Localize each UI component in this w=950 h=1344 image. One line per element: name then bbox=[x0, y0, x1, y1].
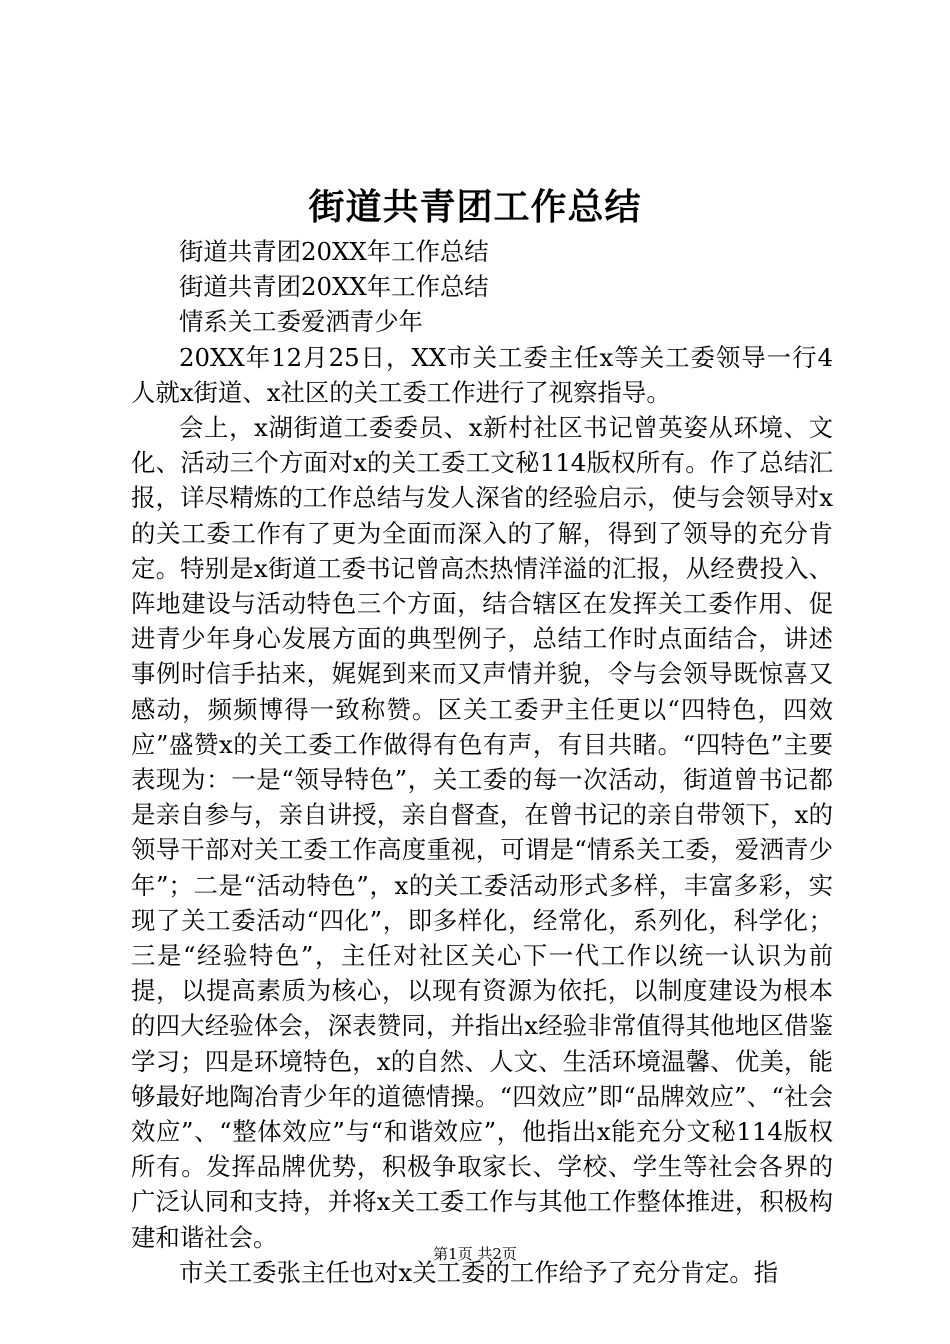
document-title: 街道共青团工作总结 bbox=[308, 187, 642, 228]
page-number-footer: 第1页 共2页 bbox=[433, 1245, 517, 1263]
body-paragraph: 市关工委张主任也对x关工委的工作给予了充分肯定。指 bbox=[179, 1257, 779, 1287]
body-paragraph: 20XX年12月25日，XX市关工委主任x等关工委领导一行4人就x街道、x社区的关工委工作进行了视察指导。 bbox=[131, 342, 833, 407]
section-heading: 情系关工委爱洒青少年 bbox=[179, 307, 423, 337]
subtitle-line: 街道共青团20XX年工作总结 bbox=[179, 237, 489, 266]
subtitle-line: 街道共青团20XX年工作总结 bbox=[179, 272, 489, 302]
document-body bbox=[131, 234, 833, 1290]
body-paragraph: 会上，x湖街道工委委员、x新村社区书记曾英姿从环境、文化、活动三个方面对x的关工委工文秘114版权所有。作了总结汇报，详尽精炼的工作总结与发人深省的经验启示，使与会领导对x的关工委工作有了更为全面而深入的了解，得到了领导的充分肯定。特别是x街道工委书记曾高杰热情洋溢的汇报，从经费投入、阵地建设与活动特色三个方面，结合辖区在发挥关工委作用、促进青少年身心发展方面的典型例子，总结工作时点面结合，讲述事例时信手拈来，娓娓到来而又声情并貌，令与会领导既惊喜又感动，频频博得一致称赞。区关工委尹主任更以“四特色，四效应”盛赞x的关工委工作做得有色有声，有目共睹。“四特色”主要表现为：一是“领导特色”，关工委的每一次活动，街道曾书记都是亲自参与，亲自讲授，亲自督查，在曾书记的亲自带领下，x的领导干部对关工委工作高度重视，可谓是“情系关工委，爱洒青少年”；二是“活动特色”，x的关工委活动形式多样，丰富多彩，实现了关工委活动“四化”，即多样化，经常化，系列化，科学化；三是“经验特色”，主任对社区关心下一代工作以统一认识为前提，以提高素质为核心，以现有资源为依托，以制度建设为根本的四大经验体会，深表赞同，并指出x经验非常值得其他地区借鉴学习；四是环境特色，x的自然、人文、生活环境温馨、优美，能够最好地陶冶青少年的道德情操。“四效应”即“品牌效应”、“社会效应”、“整体效应”与“和谐效应”，他指出x能充分文秘114版权所有。发挥品牌优势，积极争取家长、学校、学生等社会各界的广泛认同和支持，并将x关工委工作与其他工作整体推进，积极构建和谐社会。 bbox=[131, 413, 833, 1252]
